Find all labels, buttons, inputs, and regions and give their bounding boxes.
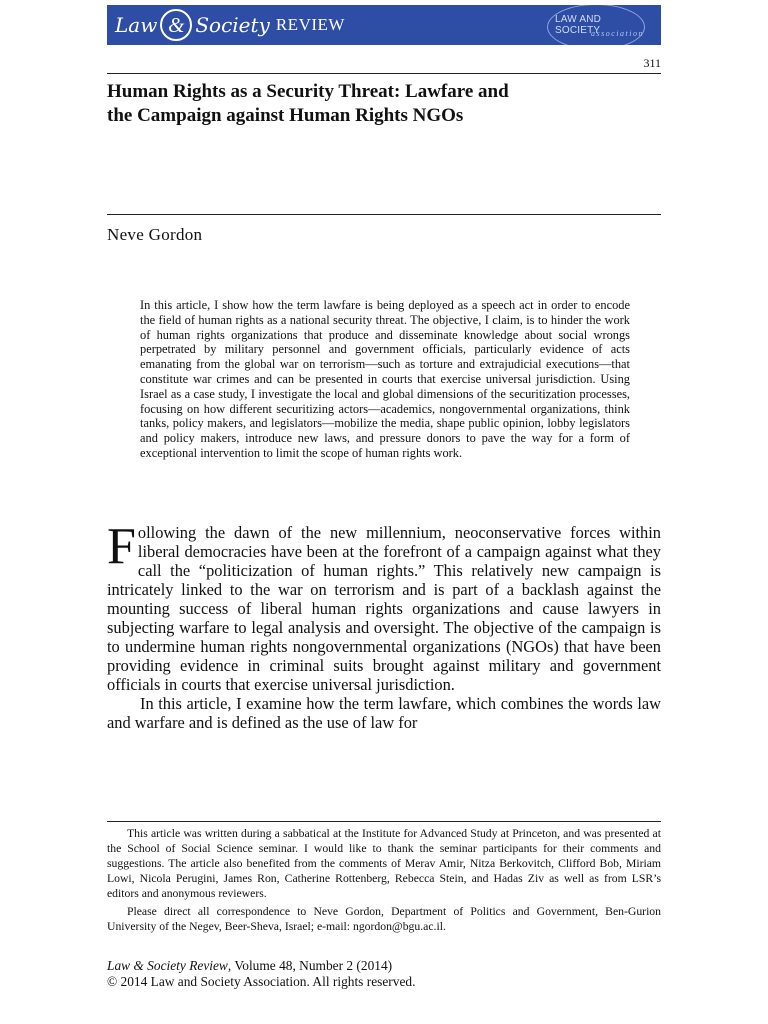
article-title-line-1: Human Rights as a Security Threat: Lawfare and (107, 81, 509, 102)
footnote-acknowledgment: This article was written during a sabbatical at the Institute for Advanced Study at Princeton, and was presented at the School of Social Science seminar. I would like to thank the seminar participants for their comments and suggestions. The article also benefited from the comments of Merav Amir, Nitza Berkovitch, Clifford Bob, Miriam Lowi, Nicola Perugini, James Ron, Catherine Rottenberg, Rebecca Stein, and Hadas Ziv as well as from LSR’s editors and anonymous reviewers. (107, 827, 661, 900)
body-paragraph-1 (107, 518, 661, 694)
footnotes (107, 826, 661, 937)
author-divider (107, 214, 661, 215)
header-divider (107, 73, 661, 74)
footnote-divider (107, 821, 661, 822)
abstract: In this article, I show how the term lawfare is being deployed as a speech act in order to encode the field of human rights as a national security threat. The objective, I claim, is to hinder the work of human rights organizations that produce and disseminate knowledge about social wrongs perpetrated by military personnel and government officials, particularly evidence of acts emanating from the global war on terrorism—such as torture and extrajudicial executions—that constitute war crimes and can be presented in courts that exercise universal jurisdiction. Using Israel as a case study, I investigate the local and global dimensions of the securitization processes, focusing on how different securitizing actors—academics, nongovernmental organizations, think tanks, policy makers, and legislators—mobilize the media, shape public opinion, lobby legislators and policy makers, introduce new laws, and pressure donors to pave the way for a form of exceptional intervention to limit the scope of human rights work. (140, 298, 630, 460)
citation-volume-info: , Volume 48, Number 2 (2014) (227, 958, 393, 973)
association-logo (547, 8, 647, 42)
article-title (107, 80, 667, 128)
citation-journal-name: Law & Society Review (107, 958, 228, 973)
journal-citation (107, 958, 661, 989)
journal-word-review: REVIEW (275, 15, 345, 34)
page-number: 311 (643, 56, 661, 70)
ampersand-circle-icon: & (160, 9, 192, 41)
body-paragraph-2: In this article, I examine how the term lawfare, which combines the words law and warfare and is defined as the use of law for (107, 694, 661, 732)
copyright-notice: © 2014 Law and Society Association. All rights reserved. (107, 973, 416, 989)
journal-word-law: Law (115, 13, 158, 37)
author-name: Neve Gordon (107, 225, 203, 244)
drop-cap: F (107, 518, 136, 575)
journal-logo (115, 9, 345, 41)
journal-banner (107, 5, 661, 45)
article-body (107, 518, 661, 732)
citation-volume-line (107, 958, 661, 974)
footnote-correspondence: Please direct all correspondence to Neve Gordon, Department of Politics and Government, Ben-Gurion University of the Negev, Beer-Sheva, Israel; e-mail: ngordon@bgu.ac.il. (107, 905, 661, 933)
article-title-line-2: the Campaign against Human Rights NGOs (107, 105, 464, 126)
association-logo-top: LAW AND SOCIETY (555, 14, 602, 36)
body-paragraph-1-text: ollowing the dawn of the new millennium, neoconservative forces within liberal democracies have been at the forefront of a campaign against what they call the “politicization of human rights.” This relatively new campaign is intricately linked to the war on terrorism and is part of a backlash against the mounting success of liberal human rights organizations and cause lawyers in subjecting warfare to legal analysis and oversight. The objective of the campaign is to undermine human rights nongovernmental organizations (NGOs) that have been providing evidence in criminal suits brought against military and government officials in courts that exercise universal jurisdiction. (107, 523, 661, 694)
journal-word-society: Society (195, 13, 270, 37)
association-logo-bottom: association (591, 29, 644, 38)
